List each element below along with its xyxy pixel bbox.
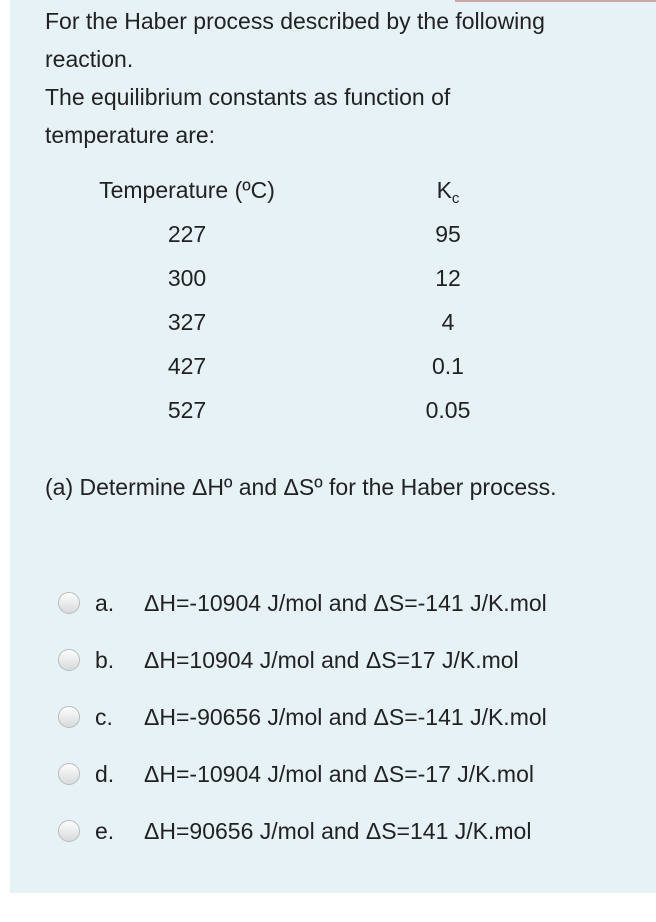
- table-row: [0, 300, 656, 344]
- kc-cell: 12: [435, 265, 461, 291]
- answer-text: ΔH=-10904 J/mol and ΔS=-141 J/K.mol: [144, 590, 547, 616]
- radio-button-e[interactable]: [58, 820, 80, 842]
- table-row: [0, 256, 656, 300]
- radio-button-b[interactable]: [58, 649, 80, 671]
- kc-cell: 95: [435, 221, 461, 247]
- table-row: [0, 212, 656, 256]
- temperature-cell: 527: [167, 397, 207, 423]
- radio-button-a[interactable]: [58, 592, 80, 614]
- answer-letter: c.: [95, 704, 113, 730]
- radio-button-d[interactable]: [58, 763, 80, 785]
- table-header-row: [0, 168, 656, 212]
- equilibrium-table: [0, 168, 656, 432]
- temperature-column-header: Temperature (ºC): [99, 177, 275, 203]
- answer-option-d[interactable]: [58, 754, 638, 794]
- answer-option-a[interactable]: [58, 583, 638, 623]
- kc-symbol: K: [436, 177, 452, 203]
- question-text: (a) Determine ΔHº and ΔSº for the Haber process.: [45, 474, 557, 500]
- temperature-cell: 427: [167, 353, 207, 379]
- prompt-line-3: The equilibrium constants as function of: [45, 84, 451, 110]
- prompt-line-2: reaction.: [45, 46, 134, 72]
- kc-cell: 0.05: [425, 397, 471, 423]
- answer-letter: e.: [95, 818, 115, 844]
- table-row: [0, 388, 656, 432]
- answer-letter: d.: [95, 761, 115, 787]
- radio-button-c[interactable]: [58, 706, 80, 728]
- kc-subscript: c: [451, 190, 460, 207]
- table-row: [0, 344, 656, 388]
- prompt-line-4: temperature are:: [45, 122, 216, 148]
- answer-option-b[interactable]: [58, 640, 638, 680]
- kc-cell: 0.1: [432, 353, 464, 379]
- answer-text: ΔH=-10904 J/mol and ΔS=-17 J/K.mol: [144, 761, 534, 787]
- answer-letter: b.: [95, 647, 115, 673]
- temperature-cell: 327: [167, 309, 207, 335]
- answer-option-c[interactable]: [58, 697, 638, 737]
- prompt-line-1: For the Haber process described by the following: [45, 8, 545, 34]
- temperature-cell: 227: [167, 221, 207, 247]
- kc-cell: 4: [441, 309, 455, 335]
- answer-text: ΔH=-90656 J/mol and ΔS=-141 J/K.mol: [144, 704, 547, 730]
- answer-option-e[interactable]: [58, 811, 638, 851]
- temperature-cell: 300: [167, 265, 207, 291]
- answer-letter: a.: [95, 590, 115, 616]
- answer-text: ΔH=90656 J/mol and ΔS=141 J/K.mol: [144, 818, 532, 844]
- answer-text: ΔH=10904 J/mol and ΔS=17 J/K.mol: [144, 647, 519, 673]
